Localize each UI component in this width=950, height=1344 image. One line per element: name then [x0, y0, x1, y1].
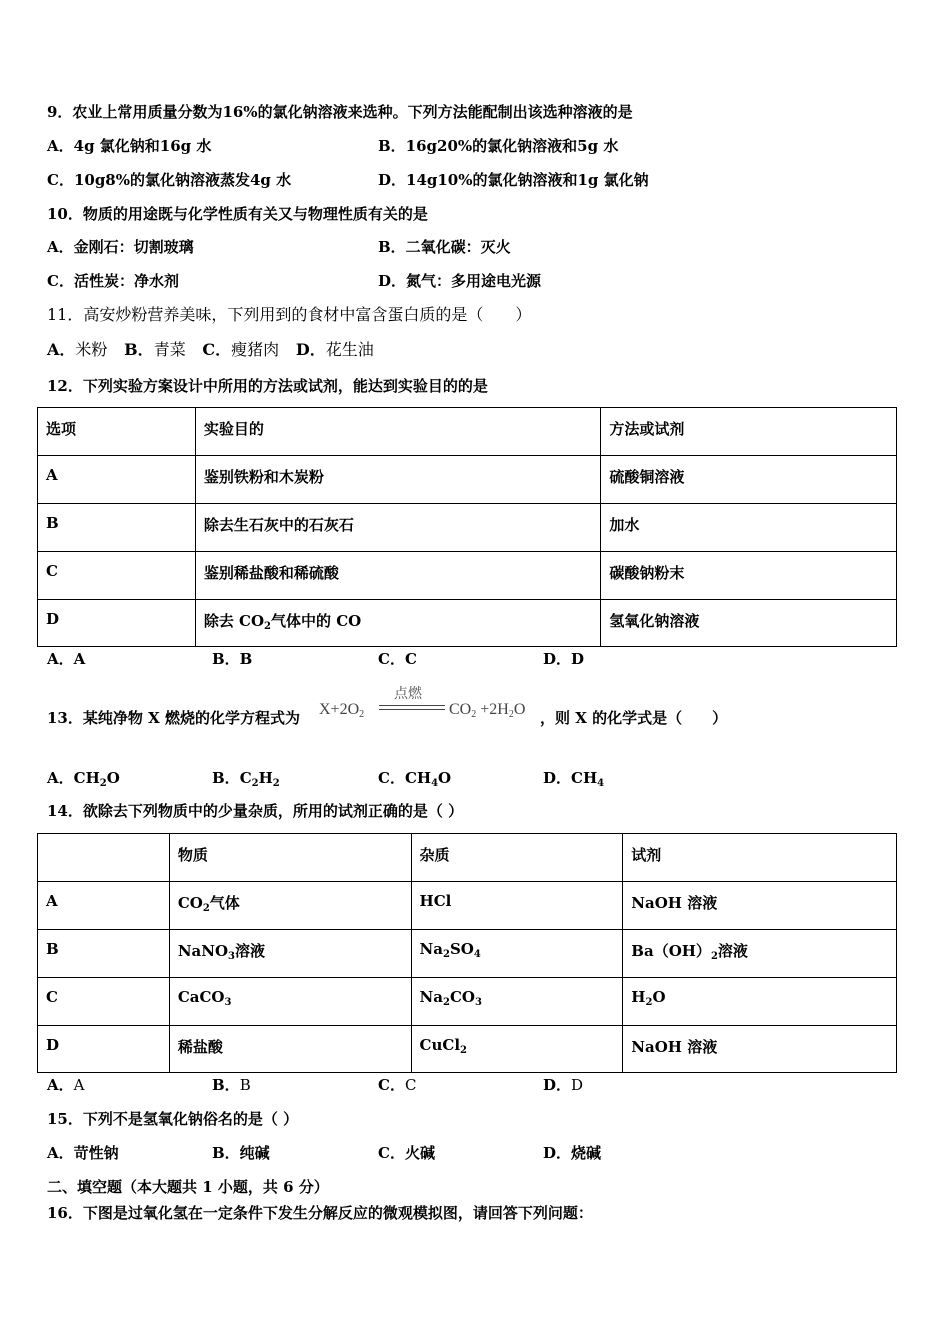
q9-option-d[interactable]: D．14g10%的氯化钠溶液和1g 氯化钠 [378, 171, 649, 189]
q10-option-d[interactable]: D．氮气：多用途电光源 [378, 272, 542, 290]
q13-reaction-condition: 点燃 [394, 686, 422, 702]
q10-option-a[interactable]: A．金刚石：切割玻璃 [47, 238, 194, 256]
q12-option-b[interactable]: B．B [212, 650, 253, 668]
q13-option-a[interactable]: A．$CH_2O$ [47, 769, 120, 789]
q14-table [37, 833, 897, 1073]
q9-stem: 9．农业上常用质量分数为16%的氯化钠溶液来选种。下列方法能配制出该选种溶液的是 [47, 103, 633, 121]
q12-cell: 除去 $CO_2$气体中的 CO [195, 600, 601, 647]
q12-cell: C [38, 552, 196, 600]
table-row [38, 1026, 897, 1073]
q14-cell: NaNO$_3$溶液 [169, 930, 411, 978]
table-row [38, 978, 897, 1026]
q12-header-purpose: 实验目的 [195, 408, 601, 456]
q14-cell: $Na_2CO_3$ [411, 978, 623, 1026]
q12-header-method: 方法或试剂 [601, 408, 897, 456]
q14-cell: CuCl$_2$ [411, 1026, 623, 1073]
q14-option-a[interactable]: A．A [47, 1076, 85, 1094]
q12-stem: 12．下列实验方案设计中所用的方法或试剂，能达到实验目的的是 [47, 377, 488, 395]
q14-cell: $CO_2$气体 [169, 882, 411, 930]
q11-stem: 11．高安炒粉营养美味，下列用到的食材中富含蛋白质的是（ ） [47, 305, 532, 324]
q12-option-d[interactable]: D．D [543, 650, 585, 668]
q12-cell: 除去生石灰中的石灰石 [195, 504, 601, 552]
q14-stem: 14．欲除去下列物质中的少量杂质，所用的试剂正确的是（ ） [47, 802, 464, 820]
q12-option-c[interactable]: C．C [378, 650, 417, 668]
q14-cell: $Ba(OH)_2$溶液 [623, 930, 897, 978]
section-heading: 二、填空题（本大题共 1 小题，共 6 分） [47, 1178, 329, 1196]
table-row [38, 456, 897, 504]
q14-header-reagent: 试剂 [623, 834, 897, 882]
q14-cell: $Na_2SO_4$ [411, 930, 623, 978]
q12-cell: A [38, 456, 196, 504]
q14-option-c[interactable]: C．C [378, 1076, 417, 1094]
q12-cell: D [38, 600, 196, 647]
q12-header-option: 选项 [38, 408, 196, 456]
q13-equation-left: $X+2O_2$ [319, 701, 365, 720]
q12-cell: 碳酸钠粉末 [601, 552, 897, 600]
table-header-row [38, 834, 897, 882]
q13-equation-right: $CO_2 +2H_2O$ [449, 701, 526, 720]
q10-option-c[interactable]: C．活性炭：净水剂 [47, 272, 179, 290]
q12-cell: 硫酸铜溶液 [601, 456, 897, 504]
q15-stem: 15．下列不是氢氧化钠俗名的是（ ） [47, 1110, 299, 1128]
table-header-row [38, 408, 897, 456]
q12-cell: B [38, 504, 196, 552]
q12-cell: 鉴别铁粉和木炭粉 [195, 456, 601, 504]
q14-header-substance: 物质 [169, 834, 411, 882]
table-row [38, 504, 897, 552]
q14-option-b[interactable]: B．B [212, 1076, 251, 1094]
q15-option-d[interactable]: D．烧碱 [543, 1144, 602, 1162]
q12-table [37, 407, 897, 647]
q12-cell: 氢氧化钠溶液 [601, 600, 897, 647]
q14-cell: C [38, 978, 170, 1026]
q14-option-d[interactable]: D．D [543, 1076, 584, 1094]
q9-option-a[interactable]: A．4g 氯化钠和16g 水 [47, 137, 212, 155]
q11-options [47, 340, 374, 360]
q14-cell: $H_2O$ [623, 978, 897, 1026]
q14-cell: CaCO$_3$ [169, 978, 411, 1026]
q13-stem-suffix: ，则 X 的化学式是（ ） [540, 709, 728, 727]
q10-stem: 10．物质的用途既与化学性质有关又与物理性质有关的是 [47, 205, 428, 223]
table-row [38, 882, 897, 930]
q13-option-b[interactable]: B．$C_2H_2$ [212, 769, 280, 789]
q12-cell: 鉴别稀盐酸和稀硫酸 [195, 552, 601, 600]
q13-stem-prefix: 13．某纯净物 X 燃烧的化学方程式为 [47, 709, 300, 727]
q13-option-c[interactable]: C．$CH_4O$ [378, 769, 452, 789]
q9-option-b[interactable]: B．16g20%的氯化钠溶液和5g 水 [378, 137, 619, 155]
q12-cell: 加水 [601, 504, 897, 552]
q12-option-a[interactable]: A．A [47, 650, 86, 668]
q9-option-c[interactable]: C．10g8%的氯化钠溶液蒸发4g 水 [47, 171, 292, 189]
q15-option-c[interactable]: C．火碱 [378, 1144, 435, 1162]
q14-cell: NaOH 溶液 [623, 882, 897, 930]
table-row [38, 552, 897, 600]
q15-option-a[interactable]: A．苛性钠 [47, 1144, 119, 1162]
q14-cell: D [38, 1026, 170, 1073]
q14-cell: A [38, 882, 170, 930]
q14-header-blank [38, 834, 170, 882]
q16-stem: 16．下图是过氧化氢在一定条件下发生分解反应的微观模拟图，请回答下列问题： [47, 1204, 593, 1222]
q14-header-impurity: 杂质 [411, 834, 623, 882]
q11-option-d[interactable]: D．花生油 [295, 340, 374, 359]
q13-option-d[interactable]: D．$CH_4$ [543, 769, 605, 789]
q11-option-a[interactable]: A．米粉 [47, 340, 108, 359]
q15-option-b[interactable]: B．纯碱 [212, 1144, 270, 1162]
q14-cell: NaOH 溶液 [623, 1026, 897, 1073]
q10-option-b[interactable]: B．二氧化碳：灭火 [378, 238, 511, 256]
q11-option-b[interactable]: B．青菜 [124, 340, 186, 359]
q14-cell: 稀盐酸 [169, 1026, 411, 1073]
q14-cell: B [38, 930, 170, 978]
q11-option-c[interactable]: C．瘦猪肉 [202, 340, 280, 359]
equation-equals-line [379, 709, 445, 710]
table-row [38, 600, 897, 647]
table-row [38, 930, 897, 978]
q14-cell: HCl [411, 882, 623, 930]
equation-equals-line [379, 705, 445, 706]
